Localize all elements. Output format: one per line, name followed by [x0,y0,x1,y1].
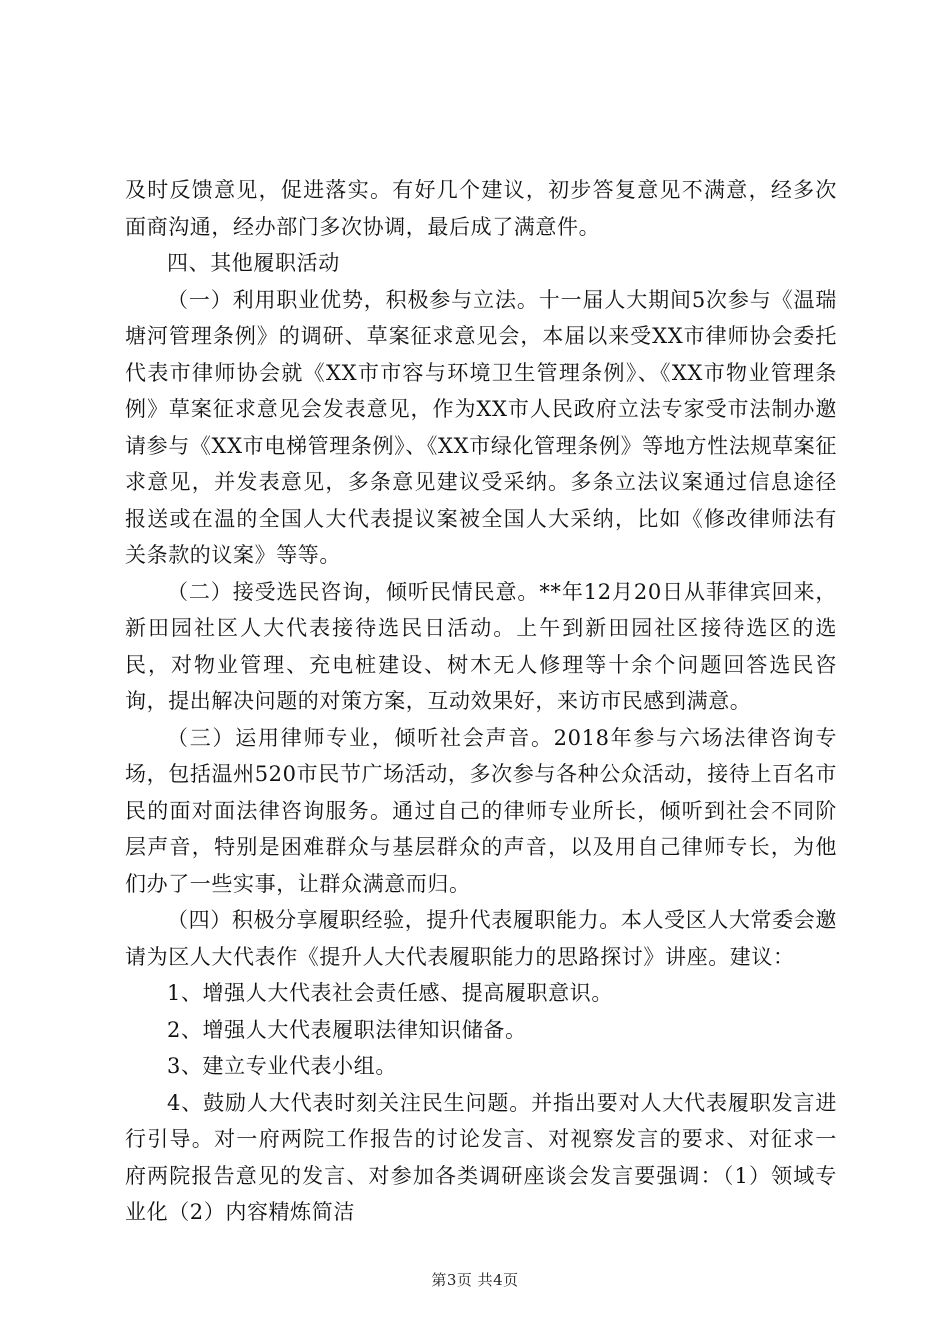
paragraph-experience-sharing: （四）积极分享履职经验，提升代表履职能力。本人受区人大常委会邀请为区人大代表作《提升人大代表履职能力的思路探讨》讲座。建议： [125,908,837,969]
list-item: 2、增强人大代表履职法律知识储备。 [167,1017,527,1042]
paragraph-continuation: 及时反馈意见，促进落实。有好几个建议，初步答复意见不满意，经多次面商沟通，经办部门多次协调，最后成了满意件。 [125,178,837,239]
paragraph-legislation: （一）利用职业优势，积极参与立法。十一届人大期间5次参与《温瑞塘河管理条例》的调研、草案征求意见会，本届以来受XX市律师协会委托代表市律师协会就《XX市市容与环境卫生管理条例》、《XX市物业管理条例》草案征求意见会发表意见，作为XX市人民政府立法专家受市法制办邀请参与《XX市电梯管理条例》、《XX市绿化管理条例》等地方性法规草案征求意见，并发表意见，多条意见建议受采纳。多条立法议案通过信息途径报送或在温的全国人大代表提议案被全国人大采纳，比如《修改律师法有关条款的议案》等等。 [125,287,837,567]
paragraph-lawyer-expertise: （三）运用律师专业，倾听社会声音。2018年参与六场法律咨询专场，包括温州520市民节广场活动，多次参与各种公众活动，接待上百名市民的面对面法律咨询服务。通过自己的律师专业所长，倾听到社会不同阶层声音，特别是困难群众与基层群众的声音，以及用自己律师专长，为他们办了一些实事，让群众满意而归。 [125,725,837,896]
list-item: 3、建立专业代表小组。 [167,1054,397,1078]
section-heading: 四、其他履职活动 [167,251,340,275]
document-body [125,172,837,1231]
paragraph-voter-consultation: （二）接受选民咨询，倾听民情民意。**年12月20日从菲律宾回来，新田园社区人大代表接待选民日活动。上午到新田园社区接待选区的选民，对物业管理、充电桩建设、树木无人修理等十余个问题回答选民咨询，提出解决问题的对策方案，互动效果好，来访市民感到满意。 [125,579,837,713]
page-footer: 第3页 共4页 [431,1271,519,1289]
list-item: 1、增强人大代表社会责任感、提高履职意识。 [167,981,613,1005]
list-item: 4、鼓励人大代表时刻关注民生问题。并指出要对人大代表履职发言进行引导。对一府两院工作报告的讨论发言、对视察发言的要求、对征求一府两院报告意见的发言、对参加各类调研座谈会发言要强调：（1）领域专业化（2）内容精炼简洁 [125,1090,837,1224]
